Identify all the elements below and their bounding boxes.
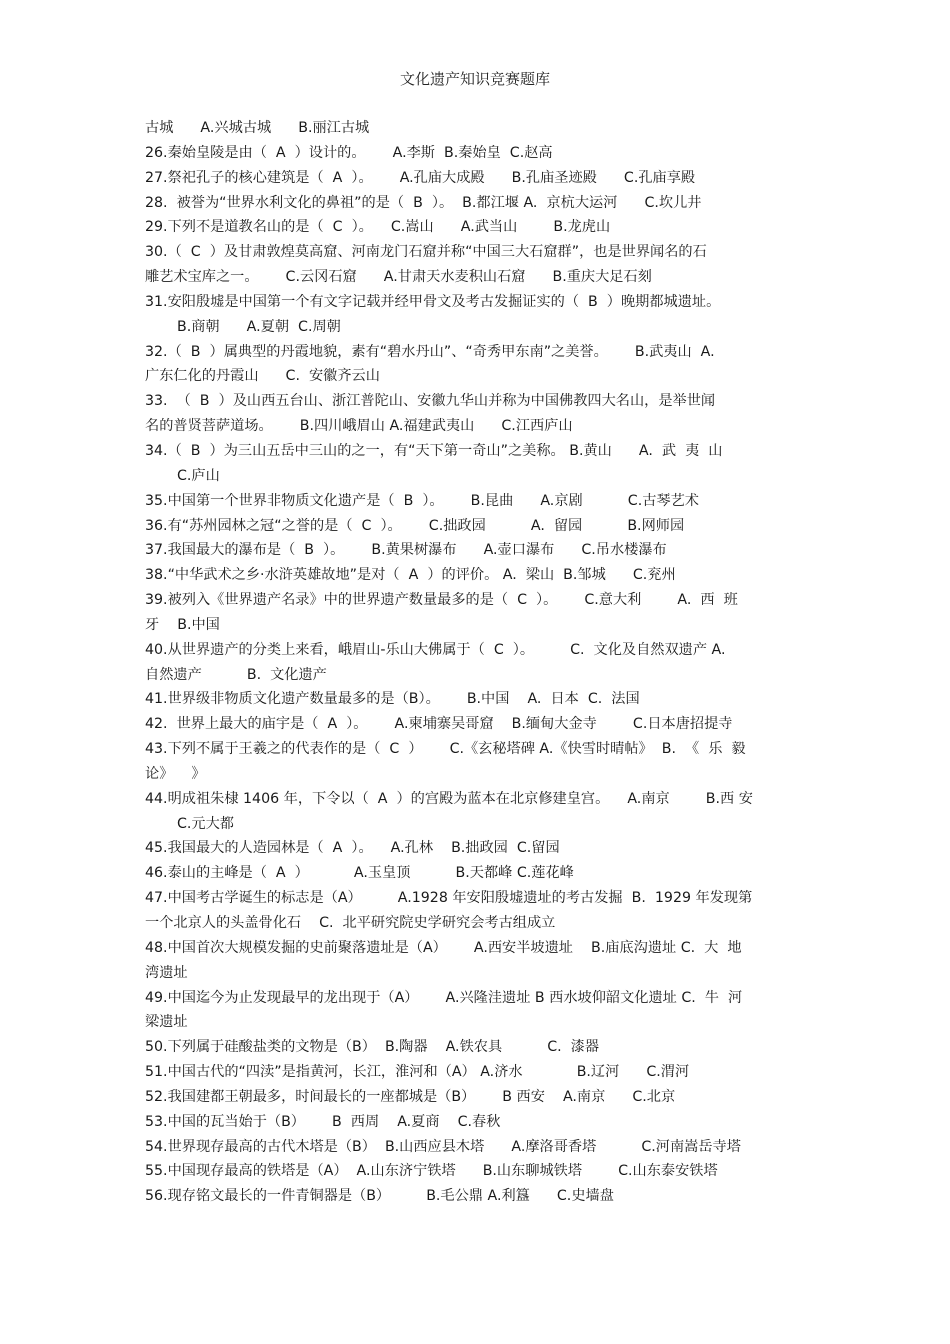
text-line: 牙 B.中国 <box>145 616 220 633</box>
question-list <box>145 116 810 1209</box>
text-line: 26.秦始皇陵是由（ A ）设计的。 A.李斯 B.秦始皇 C.赵高 <box>145 144 553 161</box>
text-line: 古城 A.兴城古城 B.丽江古城 <box>145 120 370 136</box>
text-line: 31.安阳殷墟是中国第一个有文字记载并经甲骨文及考古发掘证实的（ B ）晚期都城遗址。 <box>145 293 721 310</box>
text-line: 名的普贤菩萨道场。 B.四川峨眉山 A.福建武夷山 C.江西庐山 <box>145 418 573 435</box>
text-line: 梁遗址 <box>145 1014 188 1031</box>
text-line: 54.世界现存最高的古代木塔是（B） B.山西应县木塔 A.摩洛哥香塔 C.河南嵩岳寺塔 <box>145 1138 741 1155</box>
text-line: 36.有“苏州园林之冠“之誉的是（ C ）。 C.拙政园 A. 留园 B.网师园 <box>145 517 685 534</box>
text-line: 33. （ B ）及山西五台山、浙江普陀山、安徽九华山并称为中国佛教四大名山，是举世闻 <box>145 393 716 410</box>
text-line: B.商朝 A.夏朝 C.周朝 <box>177 318 341 335</box>
text-line: 湾遗址 <box>145 964 188 981</box>
text-line: 37.我国最大的瀑布是（ B ）。 B.黄果树瀑布 A.壶口瀑布 C.吊水楼瀑布 <box>145 542 667 559</box>
text-line: 广东仁化的丹霞山 C. 安徽齐云山 <box>145 368 380 385</box>
text-line: 28. 被誉为“世界水利文化的鼻祖”的是（ B ）。 B.都江堰 A. 京杭大运河 C.坎儿井 <box>145 194 702 211</box>
text-line: C.元大都 <box>177 815 234 832</box>
text-line: 55.中国现存最高的铁塔是（A） A.山东济宁铁塔 B.山东聊城铁塔 C.山东泰安铁塔 <box>145 1163 718 1180</box>
text-line: 48.中国首次大规模发掘的史前聚落遗址是（A） A.西安半坡遗址 B.庙底沟遗址 C. 大 地 <box>145 939 742 956</box>
page-title: 文化遗产知识竞赛题库 <box>399 70 550 88</box>
text-line: 自然遗产 B. 文化遗产 <box>145 666 327 683</box>
text-line: 51.中国古代的“四渎”是指黄河，长江，淮河和（A） A.济水 B.辽河 C.渭河 <box>145 1064 690 1081</box>
text-line: 56.现存铭文最长的一件青铜器是（B） B.毛公鼎 A.利簋 C.史墙盘 <box>145 1188 614 1205</box>
text-line: 29.下列不是道教名山的是（ C ）。 C.嵩山 A.武当山 B.龙虎山 <box>145 219 611 236</box>
text-line: 雕艺术宝库之一。 C.云冈石窟 A.甘肃天水麦积山石窟 B.重庆大足石刻 <box>145 269 652 286</box>
text-line: 35.中国第一个世界非物质文化遗产是（ B ）。 B.昆曲 A.京剧 C.古琴艺术 <box>145 492 699 509</box>
text-line: 30.（ C ）及甘肃敦煌莫高窟、河南龙门石窟并称“中国三大石窟群”，也是世界闻名的石 <box>145 244 707 261</box>
text-line: 一个北京人的头盖骨化石 C. 北平研究院史学研究会考古组成立 <box>145 915 556 931</box>
text-line: 39.被列入《世界遗产名录》中的世界遗产数量最多的是（ C ）。 C.意大利 A. 西 班 <box>145 592 738 609</box>
text-line: 38.“中华武术之乡·水浒英雄故地”是对（ A ）的评价。 A. 梁山 B.邹城 C.兖州 <box>145 567 676 584</box>
text-line: 40.从世界遗产的分类上来看，峨眉山-乐山大佛属于（ C ）。 C. 文化及自然双遗产 A. <box>145 641 726 658</box>
text-line: 44.明成祖朱棣 1406 年，下令以（ A ）的宫殿为蓝本在北京修建皇宫。 A.南京 B.西 安 <box>145 790 753 807</box>
text-line: 42. 世界上最大的庙宇是（ A ）。 A.柬埔寨吴哥窟 B.缅甸大金寺 C.日本唐招提寺 <box>145 716 733 733</box>
text-line: 41.世界级非物质文化遗产数量最多的是（B）。 B.中国 A. 日本 C. 法国 <box>145 691 640 708</box>
text-line: 49.中国迄今为止发现最早的龙出现于（A） A.兴隆洼遗址 B 西水坡仰韶文化遗址 C. 牛 河 <box>145 989 743 1006</box>
text-line: 27.祭祀孔子的核心建筑是（ A ）。 A.孔庙大成殿 B.孔庙圣迹殿 C.孔庙享殿 <box>145 169 696 186</box>
text-line: 32.（ B ）属典型的丹霞地貌，素有“碧水丹山”、“奇秀甲东南”之美誉。 B.武夷山 A. <box>145 343 715 360</box>
text-line: 34.（ B ）为三山五岳中三山的之一，有“天下第一奇山”之美称。 B.黄山 A. 武 夷 山 <box>145 442 723 459</box>
text-line: 46.泰山的主峰是（ A ） A.玉皇顶 B.天都峰 C.莲花峰 <box>145 865 574 882</box>
text-line: 43.下列不属于王羲之的代表作的是（ C ） C.《玄秘塔碑 A.《快雪时晴帖》 B. 《 乐 毅 <box>145 741 746 758</box>
text-line: 50.下列属于硅酸盐类的文物是（B） B.陶器 A.铁农具 C. 漆器 <box>145 1039 600 1056</box>
text-line: C.庐山 <box>177 467 220 484</box>
text-line: 论》 》 <box>145 765 206 782</box>
text-line: 45.我国最大的人造园林是（ A ）。 A.孔林 B.拙政园 C.留园 <box>145 840 560 857</box>
text-line: 52.我国建都王朝最多，时间最长的一座都城是（B） B 西安 A.南京 C.北京 <box>145 1088 676 1105</box>
text-line: 47.中国考古学诞生的标志是（A） A.1928 年安阳殷墟遗址的考古发掘 B. 1929 年发现第 <box>145 890 753 907</box>
text-line: 53.中国的瓦当始于（B） B 西周 A.夏商 C.春秋 <box>145 1113 501 1130</box>
